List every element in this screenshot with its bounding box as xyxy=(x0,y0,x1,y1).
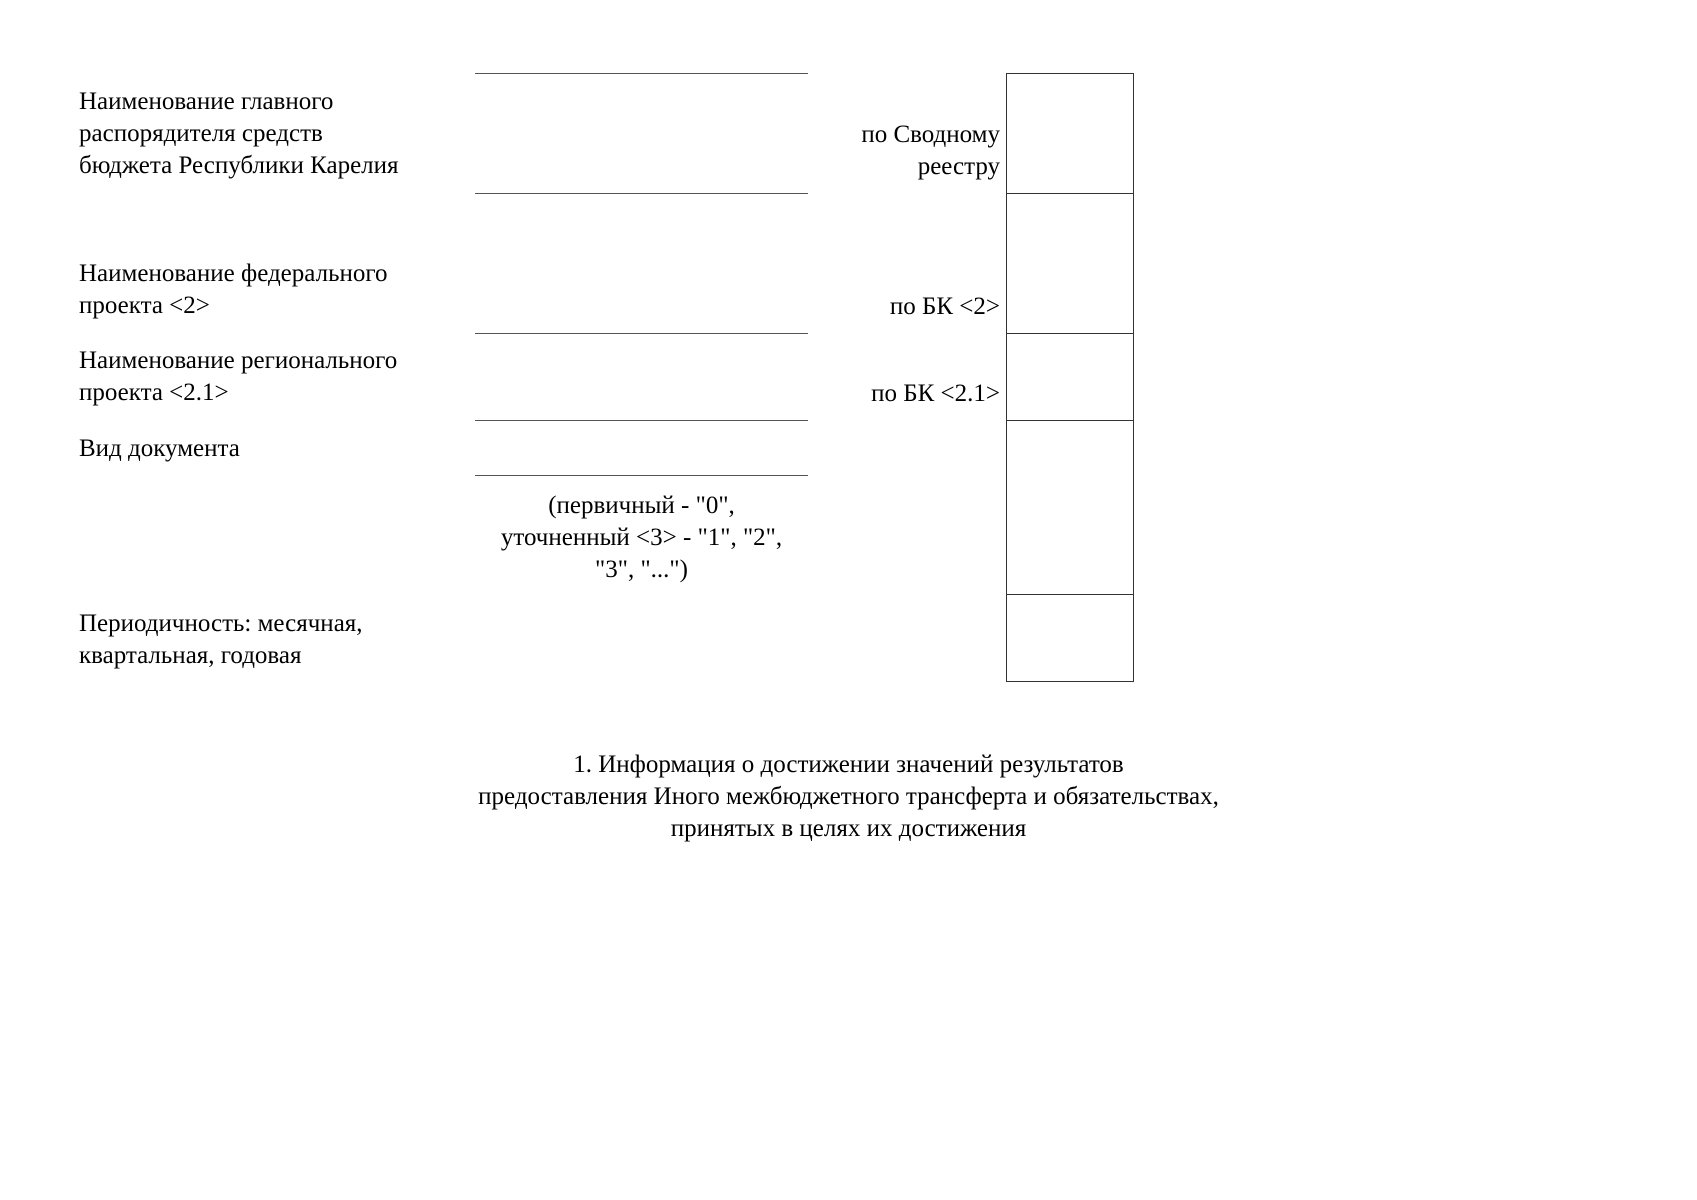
document-type-label: Вид документа xyxy=(79,435,240,462)
codes-cell-bk-federal[interactable] xyxy=(1006,333,1134,334)
federal-project-field-line[interactable] xyxy=(475,333,808,334)
federal-project-label: Наименование федерального проекта <2> xyxy=(79,260,388,319)
chief-manager-field-line[interactable] xyxy=(475,193,808,194)
codes-cell-document-type[interactable] xyxy=(1006,594,1134,595)
codes-cell-consolidated-registry[interactable] xyxy=(1006,193,1134,194)
document-type-field-line[interactable] xyxy=(475,475,808,476)
chief-manager-label: Наименование главного распорядителя средств бюджета Республики Карелия xyxy=(79,88,399,179)
section-heading: 1. Информация о достижении значений результатов предоставления Иного межбюджетного трансферта и обязательствах, принятых в целях их достижения xyxy=(478,751,1219,842)
periodicity-label: Периодичность: месячная, квартальная, годовая xyxy=(79,610,363,669)
regional-project-field-line[interactable] xyxy=(475,420,808,421)
codes-table xyxy=(1006,73,1134,682)
consolidated-registry-label: по Сводному реестру xyxy=(861,121,1000,180)
codes-cell-bk-regional[interactable] xyxy=(1006,420,1134,421)
document-type-hint: (первичный - "0", уточненный <3> - "1", "2", "3", "...") xyxy=(500,492,783,583)
regional-project-label: Наименование регионального проекта <2.1> xyxy=(79,347,398,406)
chief-manager-field-top-line xyxy=(475,73,808,74)
bk-federal-label: по БК <2> xyxy=(889,293,1000,320)
bk-regional-label: по БК <2.1> xyxy=(871,380,1000,407)
